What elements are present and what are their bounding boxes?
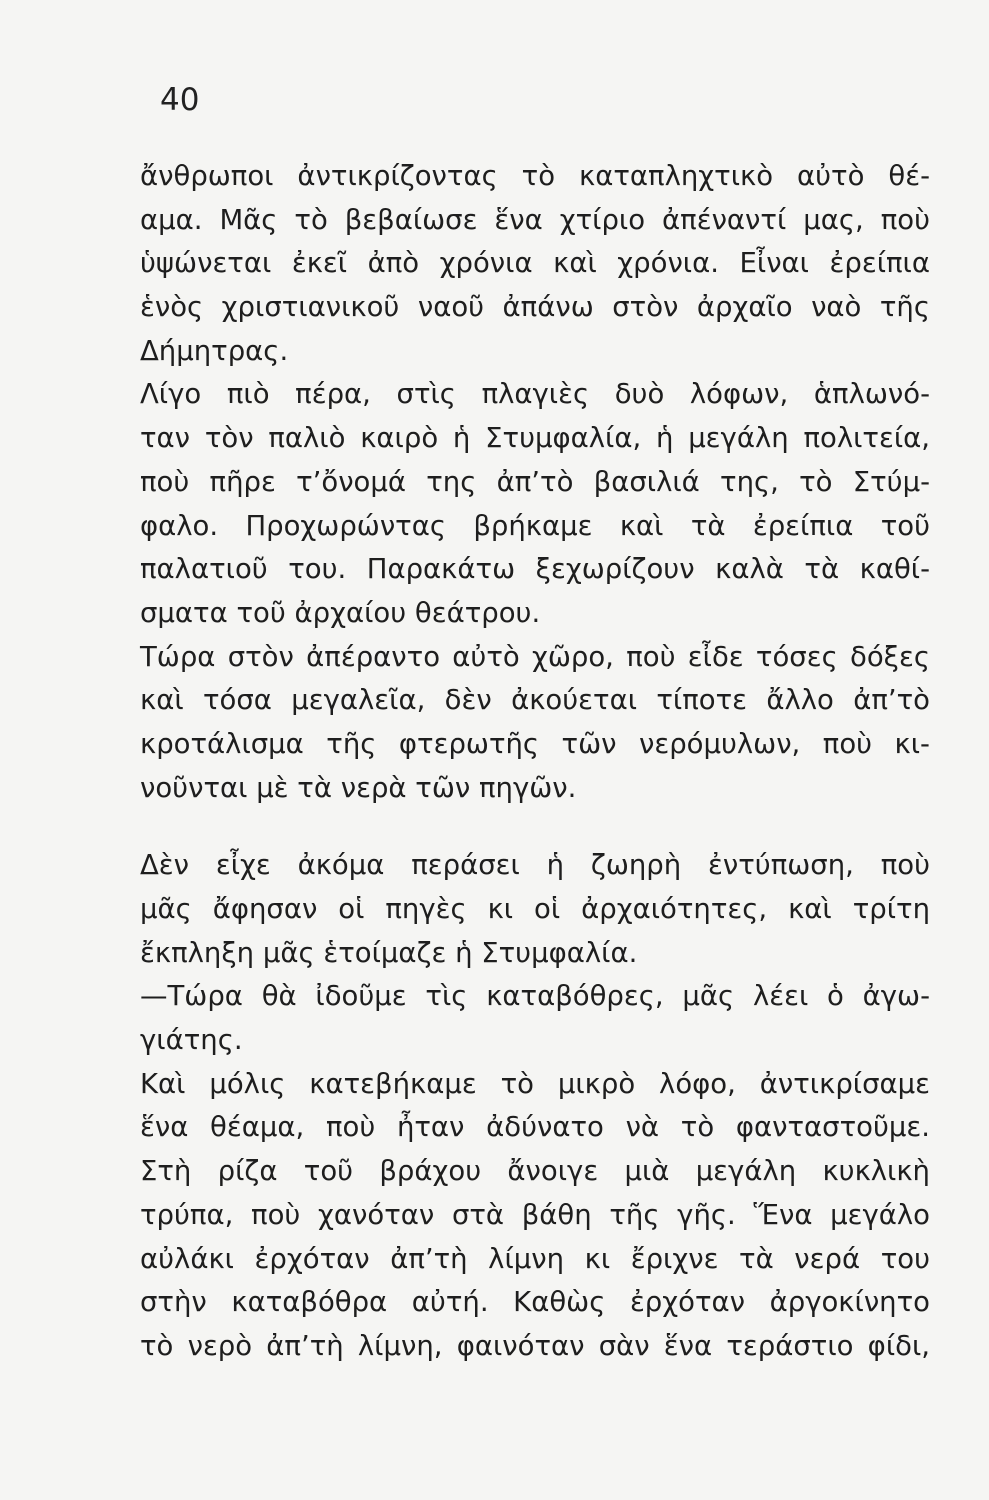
paragraph-6: [140, 1063, 930, 1369]
text-line: κροτάλισμα τῆς φτερωτῆς τῶν νερόμυλων, ποὺ κι-: [140, 727, 930, 760]
text-line: ταν τὸν παλιὸ καιρὸ ἡ Στυμφαλία, ἡ μεγάλη πολιτεία,: [140, 422, 930, 455]
paragraph-4: [140, 844, 930, 975]
text-line: Λίγο πιὸ πέρα, στὶς πλαγιὲς δυὸ λόφων, ἁπλωνό-: [140, 378, 930, 411]
text-line: μᾶς ἄφησαν οἱ πηγὲς κι οἱ ἀρχαιότητες, καὶ τρίτη: [140, 893, 930, 925]
paragraph-2: [140, 373, 930, 635]
text-line: αὐλάκι ἐρχόταν ἀπ’τὴ λίμνη κι ἔριχνε τὰ νερά του: [140, 1242, 930, 1275]
text-line: γιάτης.: [140, 1024, 243, 1057]
paragraph-3: [140, 636, 930, 811]
page-number: 40: [160, 82, 200, 118]
text-line: τὸ νερὸ ἀπ’τὴ λίμνη, φαινόταν σὰν ἕνα τεράστιο φίδι,: [140, 1329, 930, 1362]
text-line: ἑνὸς χριστιανικοῦ ναοῦ ἀπάνω στὸν ἀρχαῖο ναὸ τῆς: [140, 291, 930, 324]
text-line: Τώρα στὸν ἀπέραντο αὐτὸ χῶρο, ποὺ εἶδε τόσες δόξες: [140, 640, 930, 673]
text-line: σματα τοῦ ἀρχαίου θεάτρου.: [140, 596, 541, 629]
text-line: καὶ τόσα μεγαλεῖα, δὲν ἀκούεται τίποτε ἄλλο ἀπ’τὸ: [140, 684, 930, 717]
text-line: ὑψώνεται ἐκεῖ ἀπὸ χρόνια καὶ χρόνια. Εἶναι ἐρείπια: [140, 247, 930, 280]
text-line: Δήμητρας.: [140, 334, 289, 367]
paragraph-5: [140, 975, 930, 1062]
text-line: ἕνα θέαμα, ποὺ ἦταν ἀδύνατο νὰ τὸ φανταστοῦμε.: [140, 1111, 930, 1144]
text-line: Καὶ μόλις κατεβήκαμε τὸ μικρὸ λόφο, ἀντικρίσαμε: [140, 1067, 930, 1100]
text-line: ποὺ πῆρε τ’ὄνομά της ἀπ’τὸ βασιλιά της, τὸ Στύμ-: [140, 465, 930, 498]
text-line: φαλο. Προχωρώντας βρήκαμε καὶ τὰ ἐρείπια τοῦ: [140, 509, 930, 542]
text-line: Στὴ ρίζα τοῦ βράχου ἄνοιγε μιὰ μεγάλη κυκλικὴ: [140, 1155, 930, 1188]
text-line: Δὲν εἶχε ἀκόμα περάσει ἡ ζωηρὴ ἐντύπωση, ποὺ: [140, 849, 930, 882]
section-gap: [140, 810, 930, 844]
text-line: αμα. Μᾶς τὸ βεβαίωσε ἕνα χτίριο ἀπέναντί μας, ποὺ: [140, 203, 930, 236]
text-line: —Τώρα θὰ ἰδοῦμε τὶς καταβόθρες, μᾶς λέει ὁ ἀγω-: [140, 980, 930, 1013]
paragraph-1: [140, 155, 930, 373]
text-line: ἄνθρωποι ἀντικρίζοντας τὸ καταπληχτικὸ αὐτὸ θέ-: [140, 160, 930, 192]
text-line: τρύπα, ποὺ χανόταν στὰ βάθη τῆς γῆς. Ἕνα μεγάλο: [140, 1198, 930, 1231]
text-line: στὴν καταβόθρα αὐτή. Καθὼς ἐρχόταν ἀργοκίνητο: [140, 1286, 930, 1319]
text-line: παλατιοῦ του. Παρακάτω ξεχωρίζουν καλὰ τὰ καθί-: [140, 553, 930, 586]
text-line: νοῦνται μὲ τὰ νερὰ τῶν πηγῶν.: [140, 771, 577, 804]
body-text: [140, 155, 930, 1369]
text-line: ἔκπληξη μᾶς ἑτοίμαζε ἡ Στυμφαλία.: [140, 936, 638, 969]
